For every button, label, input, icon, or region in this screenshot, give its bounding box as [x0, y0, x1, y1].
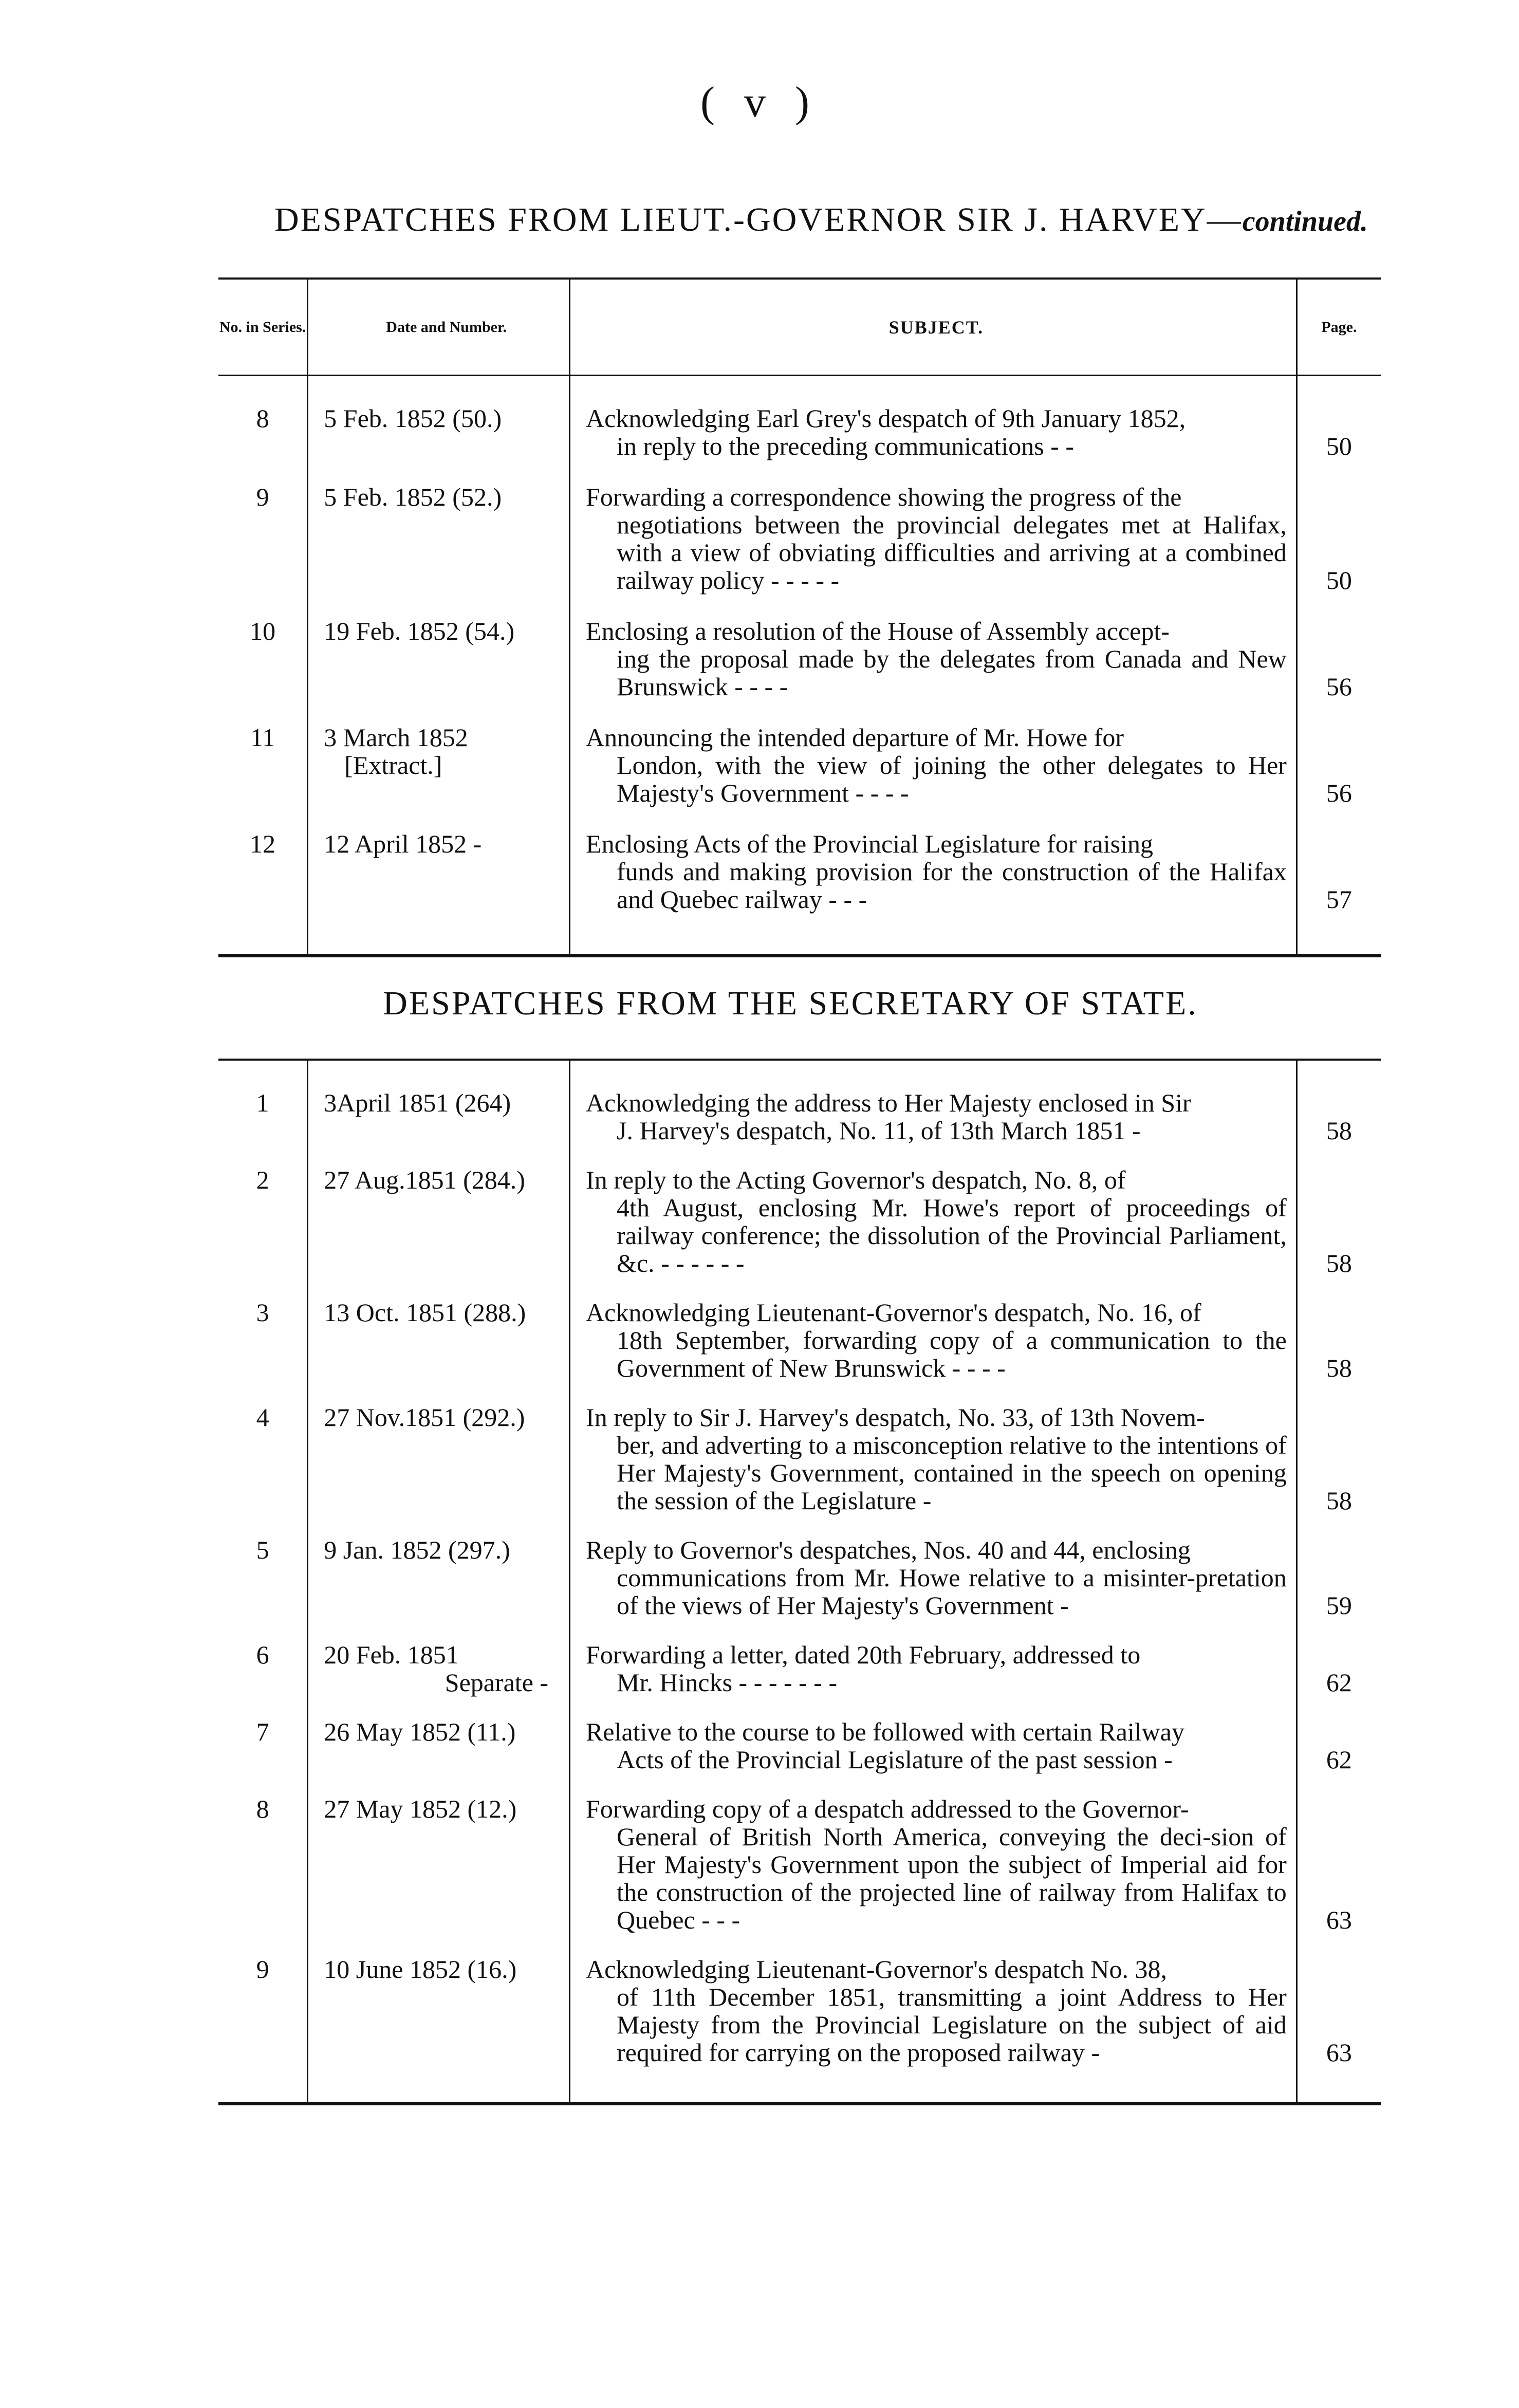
row-series-number: 10 [218, 594, 308, 700]
row-subject-cell [570, 460, 1297, 594]
row-subject-first-line: Forwarding a correspondence showing the progress of the [586, 483, 1182, 511]
row-subject-continuation: of 11th December 1851, transmitting a joint Address to Her Majesty from the Provincial Legislature on the subject of aid required for carrying on the proposed railway - [617, 1983, 1287, 2067]
row-date-note: [Extract.] [344, 751, 442, 780]
row-date: 13 Oct. 1851 (288.) [324, 1298, 526, 1327]
row-subject-first-line: Forwarding a letter, dated 20th February, addressed to [586, 1640, 1141, 1669]
row-date: 3April 1851 (264) [324, 1088, 511, 1117]
row-page-number: 58 [1326, 1249, 1352, 1277]
table-row [218, 1773, 1381, 1934]
row-subject-continuation: negotiations between the provincial delegates met at Halifax, with a view of obviating difficulties and arriving at a combined railway policy - - - - - [617, 510, 1287, 595]
row-date-cell [308, 1934, 570, 2104]
row-series-number: 12 [218, 807, 308, 956]
table-header-row [218, 279, 1381, 376]
header-date-and-number: Date and Number. [308, 279, 570, 376]
row-page-number: 57 [1326, 885, 1352, 914]
row-series-number: 2 [218, 1144, 308, 1277]
despatches-table-lieut-governor [218, 277, 1381, 957]
table-row [218, 1619, 1381, 1696]
row-subject-cell [570, 1277, 1297, 1382]
table-row [218, 1696, 1381, 1773]
row-date-cell [308, 1382, 570, 1514]
row-subject-first-line: Announcing the intended departure of Mr. Howe for [586, 723, 1124, 752]
row-subject-cell [570, 376, 1297, 460]
row-subject-first-line: Acknowledging Earl Grey's despatch of 9th January 1852, [586, 404, 1186, 433]
row-subject-first-line: Forwarding copy of a despatch addressed to the Governor- [586, 1794, 1189, 1823]
table-row [218, 700, 1381, 807]
row-series-number: 6 [218, 1619, 308, 1696]
despatches-table-secretary-of-state [218, 1059, 1381, 2105]
row-subject-first-line: Reply to Governor's despatches, Nos. 40 and 44, enclosing [586, 1535, 1191, 1564]
row-date: 5 Feb. 1852 (50.) [324, 404, 502, 433]
row-date: 27 Aug.1851 (284.) [324, 1165, 525, 1194]
row-subject-continuation: 4th August, enclosing Mr. Howe's report of proceedings of railway conference; the dissolution of the Provincial Parliament, &c. - - - - - - [617, 1193, 1287, 1277]
row-date: 3 March 1852 [324, 723, 468, 752]
row-subject-cell [570, 1619, 1297, 1696]
row-subject-continuation: J. Harvey's despatch, No. 11, of 13th March 1851 - [617, 1116, 1141, 1145]
row-subject-cell [570, 700, 1297, 807]
row-subject-first-line: Acknowledging Lieutenant-Governor's despatch, No. 16, of [586, 1298, 1201, 1327]
row-page-number: 58 [1326, 1354, 1352, 1382]
table-body [218, 1060, 1381, 2104]
row-subject-continuation: General of British North America, conveying the deci-sion of Her Majesty's Government upon the subject of Imperial aid for the construction of the projected line of railway from Halifax to Quebec - - - [617, 1822, 1287, 1934]
row-date-cell [308, 594, 570, 700]
row-date-cell [308, 460, 570, 594]
section-title-text: DESPATCHES FROM LIEUT.-GOVERNOR SIR J. HARVEY— [274, 201, 1243, 238]
row-date: 5 Feb. 1852 (52.) [324, 483, 502, 511]
row-subject-continuation: communications from Mr. Howe relative to a misinter-pretation of the views of Her Majesty's Government - [617, 1563, 1287, 1620]
row-subject-cell [570, 1060, 1297, 1144]
row-subject-first-line: Enclosing Acts of the Provincial Legislature for raising [586, 829, 1153, 858]
table-body [218, 376, 1381, 956]
row-series-number: 1 [218, 1060, 308, 1144]
table-row [218, 1382, 1381, 1514]
header-no-in-series: No. in Series. [218, 279, 308, 376]
row-series-number: 3 [218, 1277, 308, 1382]
row-subject-continuation: Mr. Hincks - - - - - - - [617, 1668, 838, 1697]
row-subject-first-line: Acknowledging the address to Her Majesty enclosed in Sir [586, 1088, 1191, 1117]
row-subject-first-line: Enclosing a resolution of the House of Assembly accept- [586, 617, 1170, 645]
row-page-number: 62 [1326, 1668, 1352, 1697]
row-subject-cell [570, 594, 1297, 700]
section-title-lieut-governor [62, 200, 1519, 239]
row-series-number: 9 [218, 1934, 308, 2104]
row-date: 10 June 1852 (16.) [324, 1955, 517, 1984]
row-date-cell [308, 1619, 570, 1696]
table-row [218, 376, 1381, 460]
row-page-number: 62 [1326, 1745, 1352, 1774]
row-date: 27 May 1852 (12.) [324, 1794, 517, 1823]
row-subject-cell [570, 1773, 1297, 1934]
row-page-number: 59 [1326, 1591, 1352, 1620]
row-subject-continuation: London, with the view of joining the other delegates to Her Majesty's Government - - - - [617, 751, 1287, 807]
row-subject-continuation: funds and making provision for the construction of the Halifax and Quebec railway - - - [617, 857, 1287, 914]
row-subject-cell [570, 807, 1297, 956]
row-date-note: Separate - [444, 1668, 549, 1697]
table-row [218, 1144, 1381, 1277]
row-date-cell [308, 1773, 570, 1934]
row-page-number: 63 [1326, 1905, 1352, 1934]
table-row [218, 1060, 1381, 1144]
row-series-number: 4 [218, 1382, 308, 1514]
row-subject-continuation: ber, and adverting to a misconception relative to the intentions of Her Majesty's Government, contained in the speech on opening the session of the Legislature - [617, 1431, 1287, 1515]
row-subject-first-line: Acknowledging Lieutenant-Governor's despatch No. 38, [586, 1955, 1167, 1984]
row-date: 12 April 1852 - [324, 829, 482, 858]
table-row [218, 807, 1381, 956]
header-subject: SUBJECT. [570, 279, 1297, 376]
table-row [218, 460, 1381, 594]
row-date-cell [308, 1696, 570, 1773]
row-subject-first-line: In reply to Sir J. Harvey's despatch, No. 33, of 13th Novem- [586, 1403, 1205, 1432]
row-date-cell [308, 1277, 570, 1382]
row-date-cell [308, 1060, 570, 1144]
row-subject-first-line: Relative to the course to be followed with certain Railway [586, 1717, 1184, 1746]
row-date-cell [308, 807, 570, 956]
table-row [218, 1934, 1381, 2104]
row-page-number: 58 [1326, 1486, 1352, 1515]
row-subject-continuation: 18th September, forwarding copy of a communication to the Government of New Brunswick - - - - [617, 1326, 1287, 1382]
table-row [218, 1277, 1381, 1382]
row-subject-cell [570, 1934, 1297, 2104]
row-date: 19 Feb. 1852 (54.) [324, 617, 515, 645]
row-series-number: 7 [218, 1696, 308, 1773]
section-title-suffix: continued. [1242, 206, 1368, 237]
row-page-number: 56 [1326, 672, 1352, 701]
row-subject-cell [570, 1514, 1297, 1619]
row-page-number: 56 [1326, 779, 1352, 807]
row-date-cell [308, 376, 570, 460]
row-series-number: 8 [218, 376, 308, 460]
row-date-cell [308, 1144, 570, 1277]
row-date: 20 Feb. 1851 [324, 1640, 459, 1669]
row-subject-cell [570, 1696, 1297, 1773]
row-page-number: 58 [1326, 1116, 1352, 1145]
header-page: Page. [1296, 279, 1381, 376]
table-row [218, 1514, 1381, 1619]
row-subject-cell [570, 1144, 1297, 1277]
row-page-number: 50 [1326, 566, 1352, 595]
row-series-number: 11 [218, 700, 308, 807]
row-subject-continuation: Acts of the Provincial Legislature of the past session - [617, 1745, 1173, 1774]
row-subject-first-line: In reply to the Acting Governor's despatch, No. 8, of [586, 1165, 1126, 1194]
row-date: 9 Jan. 1852 (297.) [324, 1535, 510, 1564]
row-series-number: 8 [218, 1773, 308, 1934]
section-title-secretary-of-state: DESPATCHES FROM THE SECRETARY OF STATE. [383, 985, 1198, 1022]
row-date: 27 Nov.1851 (292.) [324, 1403, 525, 1432]
row-date-cell [308, 1514, 570, 1619]
row-page-number: 63 [1326, 2038, 1352, 2067]
row-date: 26 May 1852 (11.) [324, 1717, 516, 1746]
row-date-cell [308, 700, 570, 807]
table-row [218, 594, 1381, 700]
row-page-number: 50 [1326, 432, 1352, 460]
row-series-number: 5 [218, 1514, 308, 1619]
row-subject-continuation: in reply to the preceding communications - - [617, 432, 1075, 460]
row-series-number: 9 [218, 460, 308, 594]
page-number: ( v ) [700, 78, 819, 126]
row-subject-cell [570, 1382, 1297, 1514]
row-subject-continuation: ing the proposal made by the delegates from Canada and New Brunswick - - - - [617, 644, 1287, 701]
